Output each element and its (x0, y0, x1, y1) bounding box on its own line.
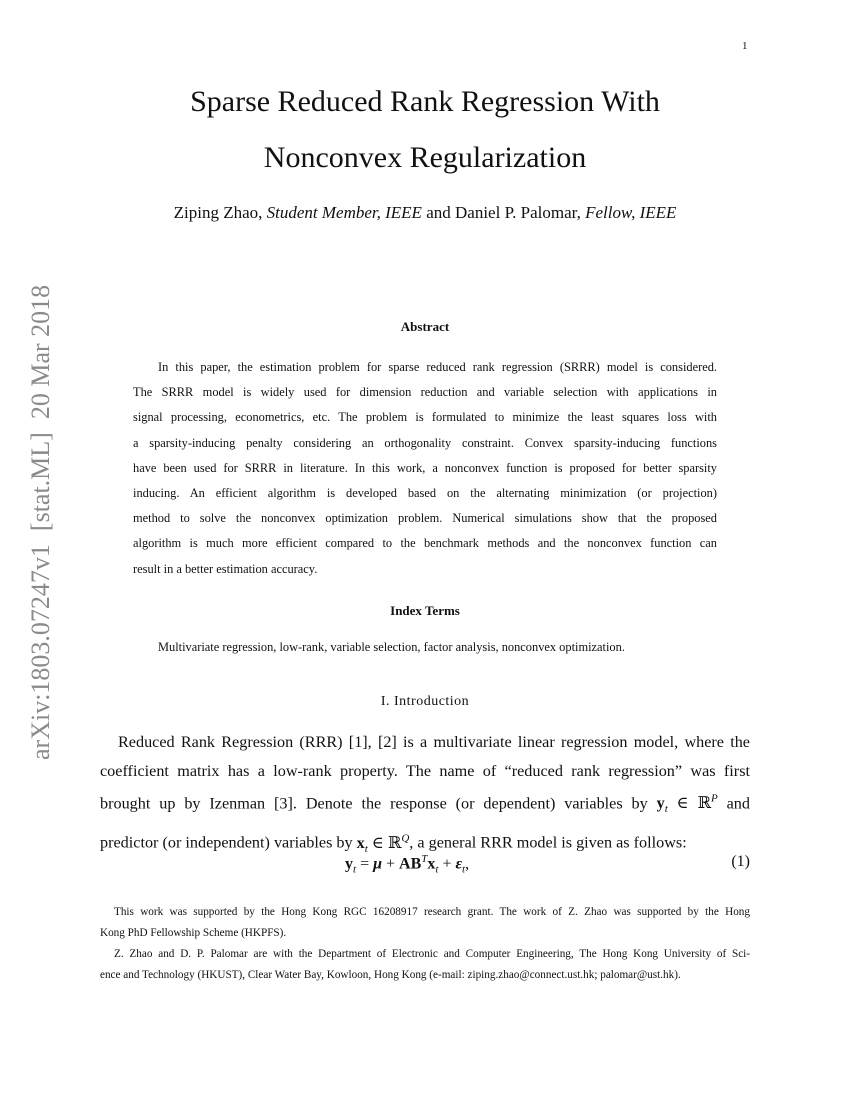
index-terms-heading: Index Terms (390, 603, 460, 618)
author-2-name: Daniel P. Palomar, (455, 203, 581, 222)
index-terms-text: Multivariate regression, low-rank, variable selection, factor analysis, nonconvex optimization. (158, 640, 625, 654)
title-line-1: Sparse Reduced Rank Regression With (190, 85, 660, 118)
intro-line-3-and: and (726, 794, 750, 813)
abstract-line: have been used for SRRR in literature. In this work, a nonconvex function is proposed for better sparsity (133, 460, 717, 475)
abstract-line: inducing. An efficient algorithm is developed based on the alternating minimization (or projection) (133, 486, 717, 501)
intro-line-4-end: , a general RRR model is given as follows: (409, 833, 687, 852)
abstract-line: result in a better estimation accuracy. (133, 561, 318, 576)
abstract-line: method to solve the nonconvex optimization problem. Numerical simulations show that the proposed (133, 511, 717, 526)
footnotes (100, 902, 750, 986)
abstract-body (133, 355, 717, 582)
abstract-heading: Abstract (400, 319, 450, 334)
abstract-line: The SRRR model is widely used for dimension reduction and variable selection with applications in (133, 385, 717, 400)
abstract-line: a sparsity-inducing penalty considering an orthogonality constraint. Convex sparsity-inducing functions (133, 435, 717, 450)
arxiv-stamp: arXiv:1803.07247v1 [stat.ML] 20 Mar 2018 (26, 284, 55, 760)
intro-line: Reduced Rank Regression (RRR) [1], [2] is a multivariate linear regression model, where the (118, 733, 750, 751)
author-1-name: Ziping Zhao, (173, 203, 263, 222)
math-yt-in-rp: $y_t$ ∈ ℝ$^P$ (656, 793, 718, 816)
intro-line-4-text: predictor (or independent) variables by (100, 833, 353, 852)
equation-body: $y_t = \mu + AB^Tx_t + \varepsilon_t$, (345, 853, 470, 876)
author-2-role: Fellow, IEEE (585, 203, 677, 222)
introduction-paragraph (100, 728, 750, 863)
author-conjunction: and (426, 203, 451, 222)
intro-line: coefficient matrix has a low-rank property. The name of “reduced rank regression” was first (100, 761, 750, 780)
author-1-role: Student Member, IEEE (266, 203, 422, 222)
title-line-2: Nonconvex Regularization (263, 141, 587, 174)
abstract-line: signal processing, econometrics, etc. The problem is formulated to minimize the least squares loss with (133, 410, 717, 425)
paper-title (100, 74, 750, 186)
footnote-line: Z. Zhao and D. P. Palomar are with the Department of Electronic and Computer Engineering, The Hong Kong University of Sci- (114, 948, 750, 960)
equation-number: (1) (731, 853, 750, 870)
footnote-line: Kong PhD Fellowship Scheme (HKPFS). (100, 927, 287, 939)
abstract-line: In this paper, the estimation problem for sparse reduced rank regression (SRRR) model is considered. (158, 360, 717, 374)
section-heading-introduction: I. Introduction (380, 694, 470, 709)
footnote-line: This work was supported by the Hong Kong RGC 16208917 research grant. The work of Z. Zhao was supported by the Hong (114, 906, 750, 918)
abstract-line: algorithm is much more efficient compared to the benchmark methods and the nonconvex function can (133, 536, 717, 551)
author-line (100, 203, 750, 223)
intro-line (100, 785, 750, 824)
math-xt-in-rq: $x_t$ ∈ ℝ$^Q$ (356, 832, 410, 855)
intro-line-3-text: brought up by Izenman [3]. Denote the response (or dependent) variables by (100, 794, 648, 813)
page-number: 1 (742, 40, 748, 52)
footnote-line: ence and Technology (HKUST), Clear Water Bay, Kowloon, Hong Kong (e-mail: ziping.zhao@connect.ust.hk; palomar@ust.hk). (100, 969, 681, 981)
